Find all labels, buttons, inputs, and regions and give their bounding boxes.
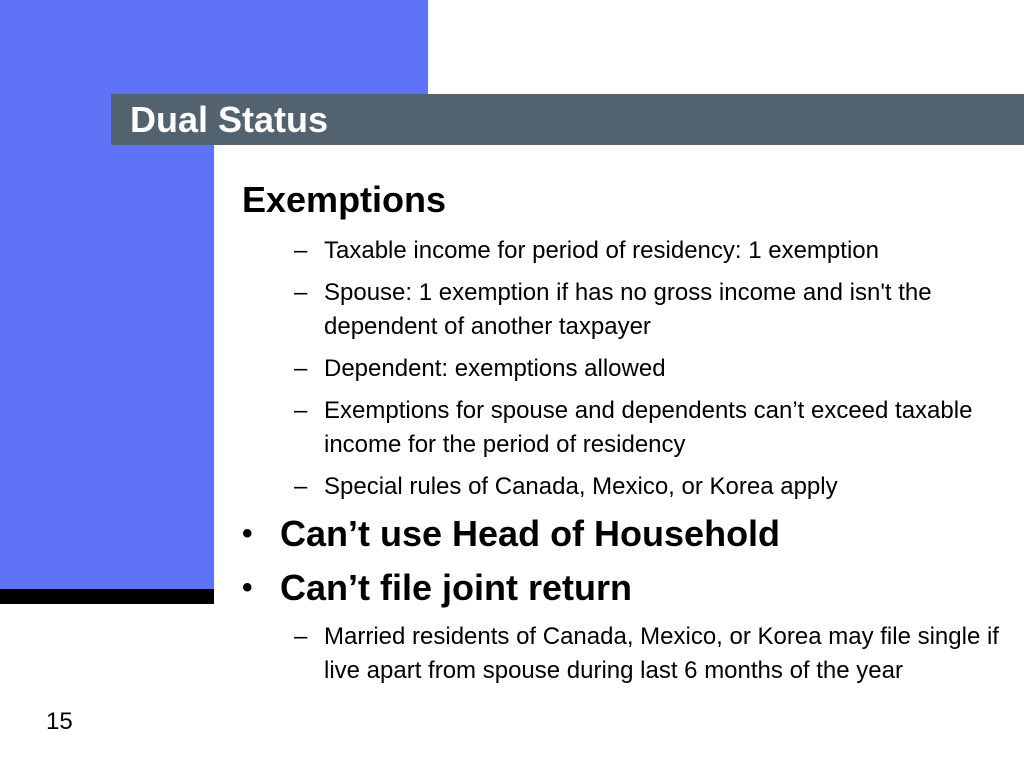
list-item-text: Taxable income for period of residency: 1 exemption	[324, 237, 879, 264]
dash-marker: –	[294, 473, 308, 500]
black-accent-bar	[0, 589, 214, 604]
dash-marker: –	[294, 397, 308, 424]
list-item	[242, 620, 1002, 688]
list-item	[242, 234, 1002, 268]
slide-content	[242, 178, 1002, 696]
list-item-text: Spouse: 1 exemption if has no gross income and isn't the dependent of another taxpayer	[324, 279, 932, 340]
bullet-marker: •	[242, 571, 253, 604]
list-item	[242, 352, 1002, 386]
bullet-marker: •	[242, 517, 253, 550]
bullet-text: Can’t use Head of Household	[280, 513, 781, 554]
page-number: 15	[46, 708, 73, 735]
joint-return-bullet	[242, 566, 1002, 610]
joint-return-list	[242, 620, 1002, 688]
list-item-text: Exemptions for spouse and dependents can’t exceed taxable income for the period of residency	[324, 397, 973, 458]
dash-marker: –	[294, 355, 308, 382]
list-item-text: Special rules of Canada, Mexico, or Korea apply	[324, 473, 838, 500]
dash-marker: –	[294, 279, 308, 306]
list-item-text: Married residents of Canada, Mexico, or Korea may file single if live apart from spouse during last 6 months of the year	[324, 623, 999, 684]
exemptions-heading: Exemptions	[242, 179, 447, 220]
slide-title: Dual Status	[130, 99, 329, 140]
bullet-text: Can’t file joint return	[280, 567, 633, 608]
list-item	[242, 394, 1002, 462]
list-item	[242, 470, 1002, 504]
list-item-text: Dependent: exemptions allowed	[324, 355, 666, 382]
dash-marker: –	[294, 623, 308, 650]
list-item	[242, 276, 1002, 344]
dash-marker: –	[294, 237, 308, 264]
exemptions-list	[242, 234, 1002, 504]
head-of-household-bullet	[242, 512, 1002, 556]
